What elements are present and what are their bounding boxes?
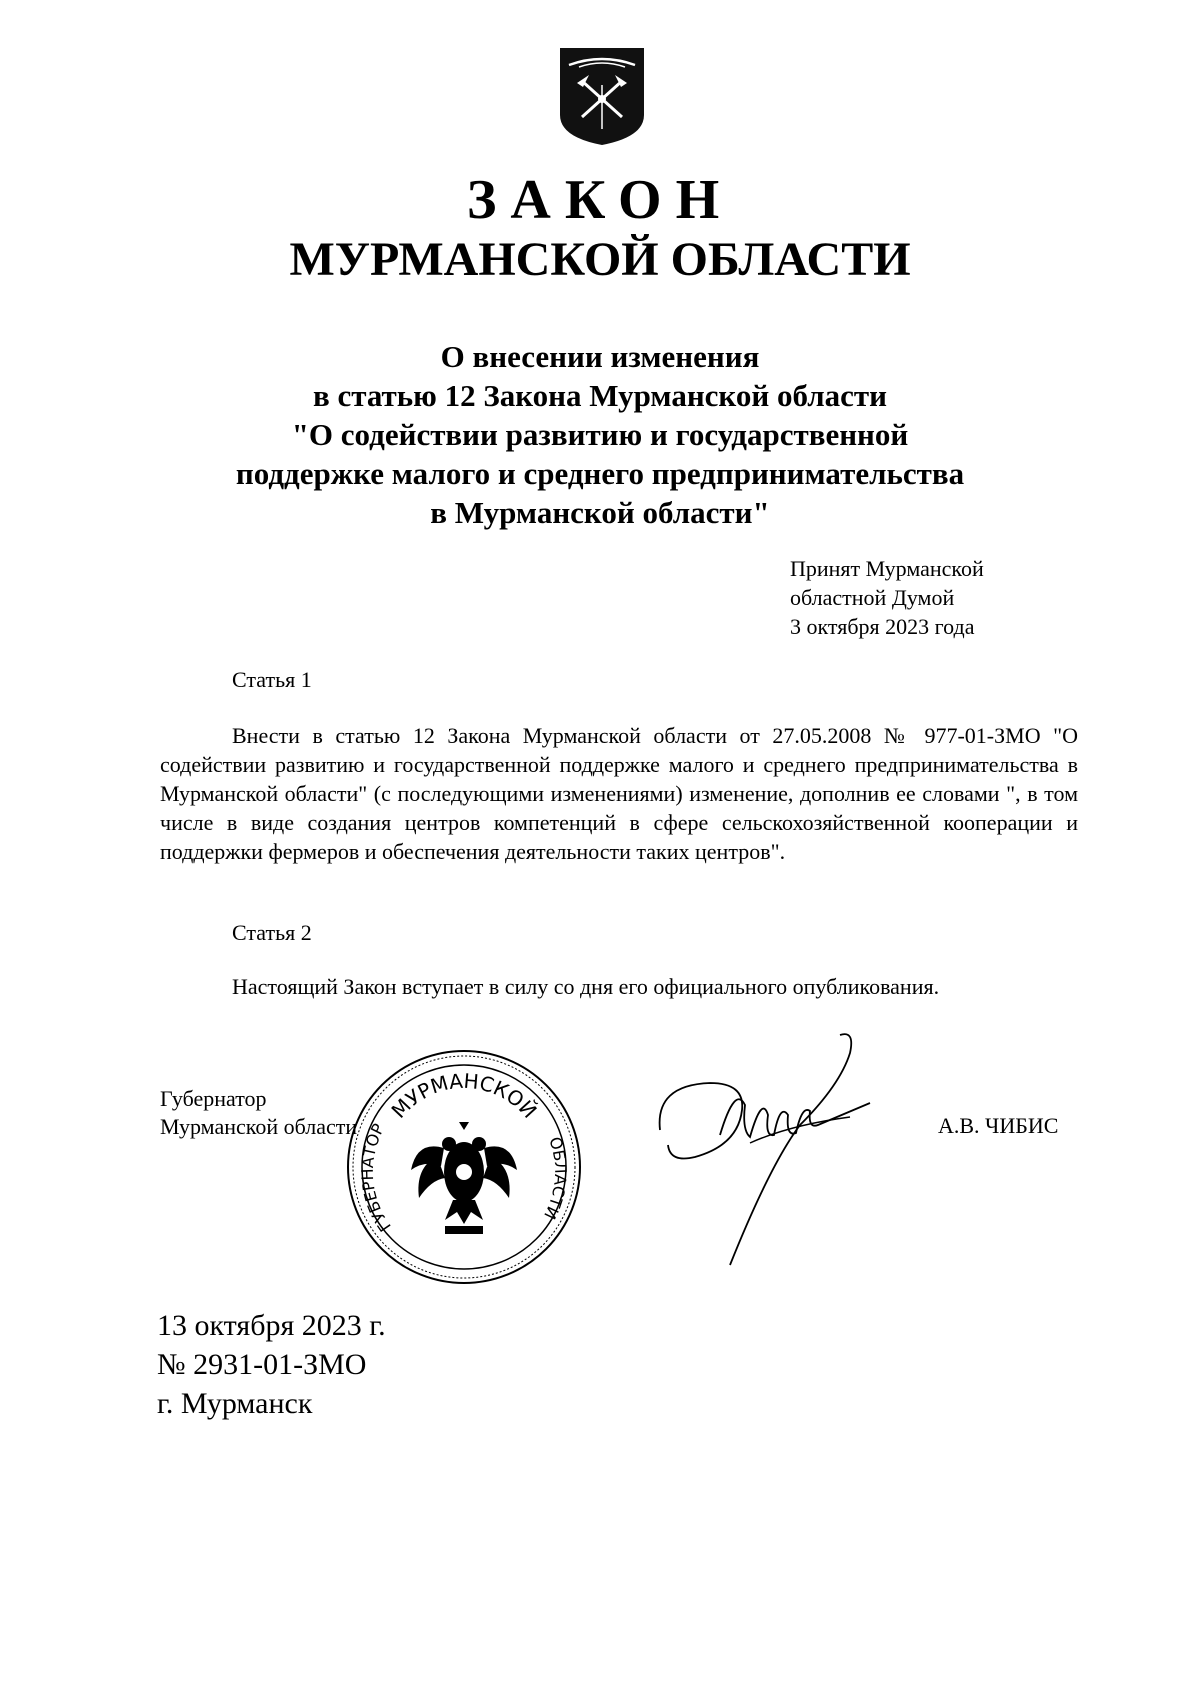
subject-line: поддержке малого и среднего предпринимательства: [235, 456, 965, 491]
subject-line: в Мурманской области": [430, 495, 770, 530]
signer-position-line: Губернатор: [160, 1086, 267, 1111]
handwritten-signature-icon: [650, 1025, 910, 1285]
region-title: МУРМАНСКОЙ ОБЛАСТИ: [289, 233, 911, 286]
adoption-line: областной Думой: [790, 585, 955, 610]
article-2-text: Настоящий Закон вступает в силу со дня его официального опубликования.: [232, 974, 940, 999]
murmansk-coat-of-arms-icon: [557, 45, 647, 147]
subject-line: О внесении изменения: [440, 339, 760, 374]
signer-position-line: Мурманской области: [160, 1114, 358, 1139]
adoption-line: 3 октября 2023 года: [790, 614, 975, 639]
article-1-text: Внести в статью 12 Закона Мурманской области от 27.05.2008 № 977-01-ЗМО "О содействии развитию и государственной поддержке малого и среднего предпринимательства в Мурманской области" (с последующими изменениями) изменение, дополнив ее словами ", в том числе в виде создания центров компетенций в сфере сельскохозяйственной кооперации и поддержки фермеров и обеспечения деятельности таких центров".: [160, 723, 1078, 864]
article-1-heading: Статья 1: [232, 667, 312, 692]
signing-details: [157, 1306, 386, 1423]
signing-city: г. Мурманск: [157, 1387, 313, 1420]
signer-position: [160, 1085, 357, 1141]
subject-line: в статью 12 Закона Мурманской области: [313, 378, 887, 413]
law-subject-heading: [0, 337, 1200, 532]
document-type-title: ЗАКОН: [466, 169, 734, 231]
seal-text-top: МУРМАНСКОЙ: [386, 1068, 542, 1123]
signer-name: А.В. ЧИБИС: [938, 1113, 1059, 1138]
official-seal-icon: [345, 1048, 583, 1286]
signing-date: 13 октября 2023 г.: [157, 1309, 386, 1342]
seal-text-right: ОБЛАСТИ: [540, 1134, 571, 1223]
adoption-note: [790, 554, 984, 641]
seal-text-left: ГУБЕРНАТОР: [357, 1120, 395, 1236]
subject-line: "О содействии развитию и государственной: [291, 417, 909, 452]
article-2-heading: Статья 2: [232, 920, 312, 945]
law-number: № 2931-01-ЗМО: [157, 1348, 367, 1381]
adoption-line: Принят Мурманской: [790, 556, 984, 581]
